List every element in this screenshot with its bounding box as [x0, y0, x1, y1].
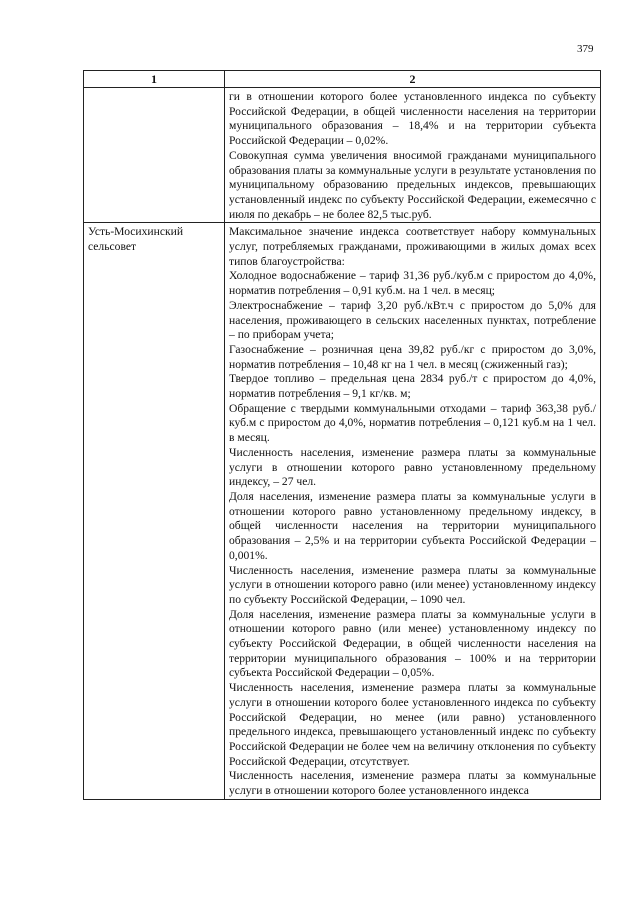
paragraph: Совокупная сумма увеличения вносимой гражданами муниципального образования платы за коммунальные услуги в результате установления по муниципальному образованию предельных индексов, превышающих установленный индекс по субъекту Российской Федерации, ежемесячно с июля по декабрь – не более 82,5 тыс.руб. — [229, 148, 596, 221]
table-row-ust-mosikhinsky — [84, 223, 601, 799]
paragraph: Численность населения, изменение размера платы за коммунальные услуги в отношении которого равно (или менее) установленному индексу по субъекту Российской Федерации, – 1090 чел. — [229, 563, 596, 606]
description-cell — [225, 88, 601, 223]
table-row-continuation — [84, 88, 601, 223]
paragraph: Численность населения, изменение размера платы за коммунальные услуги в отношении которого более установленного индекса по субъекту Российской Федерации, но менее (или равно) установленного предельного индекса, превышающего установленный индекс по субъекту Российской Федерации не более чем на величину отклонения по субъекту Российской Федерации, отсутствует. — [229, 681, 596, 768]
paragraph: Доля населения, изменение размера платы за коммунальные услуги в отношении которого равно установленному предельному индексу, в общей численности населения на территории муниципального образования – 2,5% и на территории субъекта Российской Федерации – 0,001%. — [229, 489, 596, 562]
paragraph: Максимальное значение индекса соответствует набору коммунальных услуг, потребляемых гражданами, проживающими в жилых домах всех типов благоустройства: — [229, 225, 596, 268]
paragraph: Численность населения, изменение размера платы за коммунальные услуги в отношении которого более установленного индекса — [229, 769, 596, 798]
territory-cell — [84, 88, 225, 223]
paragraph: ги в отношении которого более установленного индекса по субъекту Российской Федерации, в общей численности населения на территории муниципального образования – 18,4% и на территории субъекта Российской Федерации – 0,02%. — [229, 90, 596, 148]
paragraph: Обращение с твердыми коммунальными отходами – тариф 363,38 руб./куб.м с приростом до 4,0%, норматив потребления – 0,121 куб.м на 1 чел. в месяц. — [229, 401, 596, 445]
page-number: 379 — [577, 43, 594, 55]
paragraph: Электроснабжение – тариф 3,20 руб./кВт.ч с приростом до 5,0% для населения, проживающего в сельских населенных пунктах, потребление – по приборам учета; — [229, 298, 596, 342]
paragraph: Твердое топливо – предельная цена 2834 руб./т с приростом до 4,0%, норматив потребления – 9,1 кг/кв. м; — [229, 372, 596, 401]
column-header-2: 2 — [225, 71, 601, 88]
territory-cell: Усть-Мосихинский сельсовет — [84, 223, 225, 799]
table-header-row — [84, 71, 601, 88]
paragraph: Холодное водоснабжение – тариф 31,36 руб./куб.м с приростом до 4,0%, норматив потребления – 0,91 куб.м. на 1 чел. в месяц; — [229, 269, 596, 298]
tariff-table — [83, 70, 601, 800]
paragraph: Газоснабжение – розничная цена 39,82 руб./кг с приростом до 3,0%, норматив потребления – 10,48 кг на 1 чел. в месяц (сжиженный газ); — [229, 342, 596, 371]
paragraph: Численность населения, изменение размера платы за коммунальные услуги в отношении которого равно установленному предельному индексу, – 27 чел. — [229, 445, 596, 489]
paragraph: Доля населения, изменение размера платы за коммунальные услуги в отношении которого равно (или менее) установленному индексу по субъекту Российской Федерации, в общей численности населения на территории муниципального образования – 100% и на территории субъекта Российской Федерации – 0,05%. — [229, 607, 596, 680]
description-cell — [225, 223, 601, 799]
column-header-1: 1 — [84, 71, 225, 88]
